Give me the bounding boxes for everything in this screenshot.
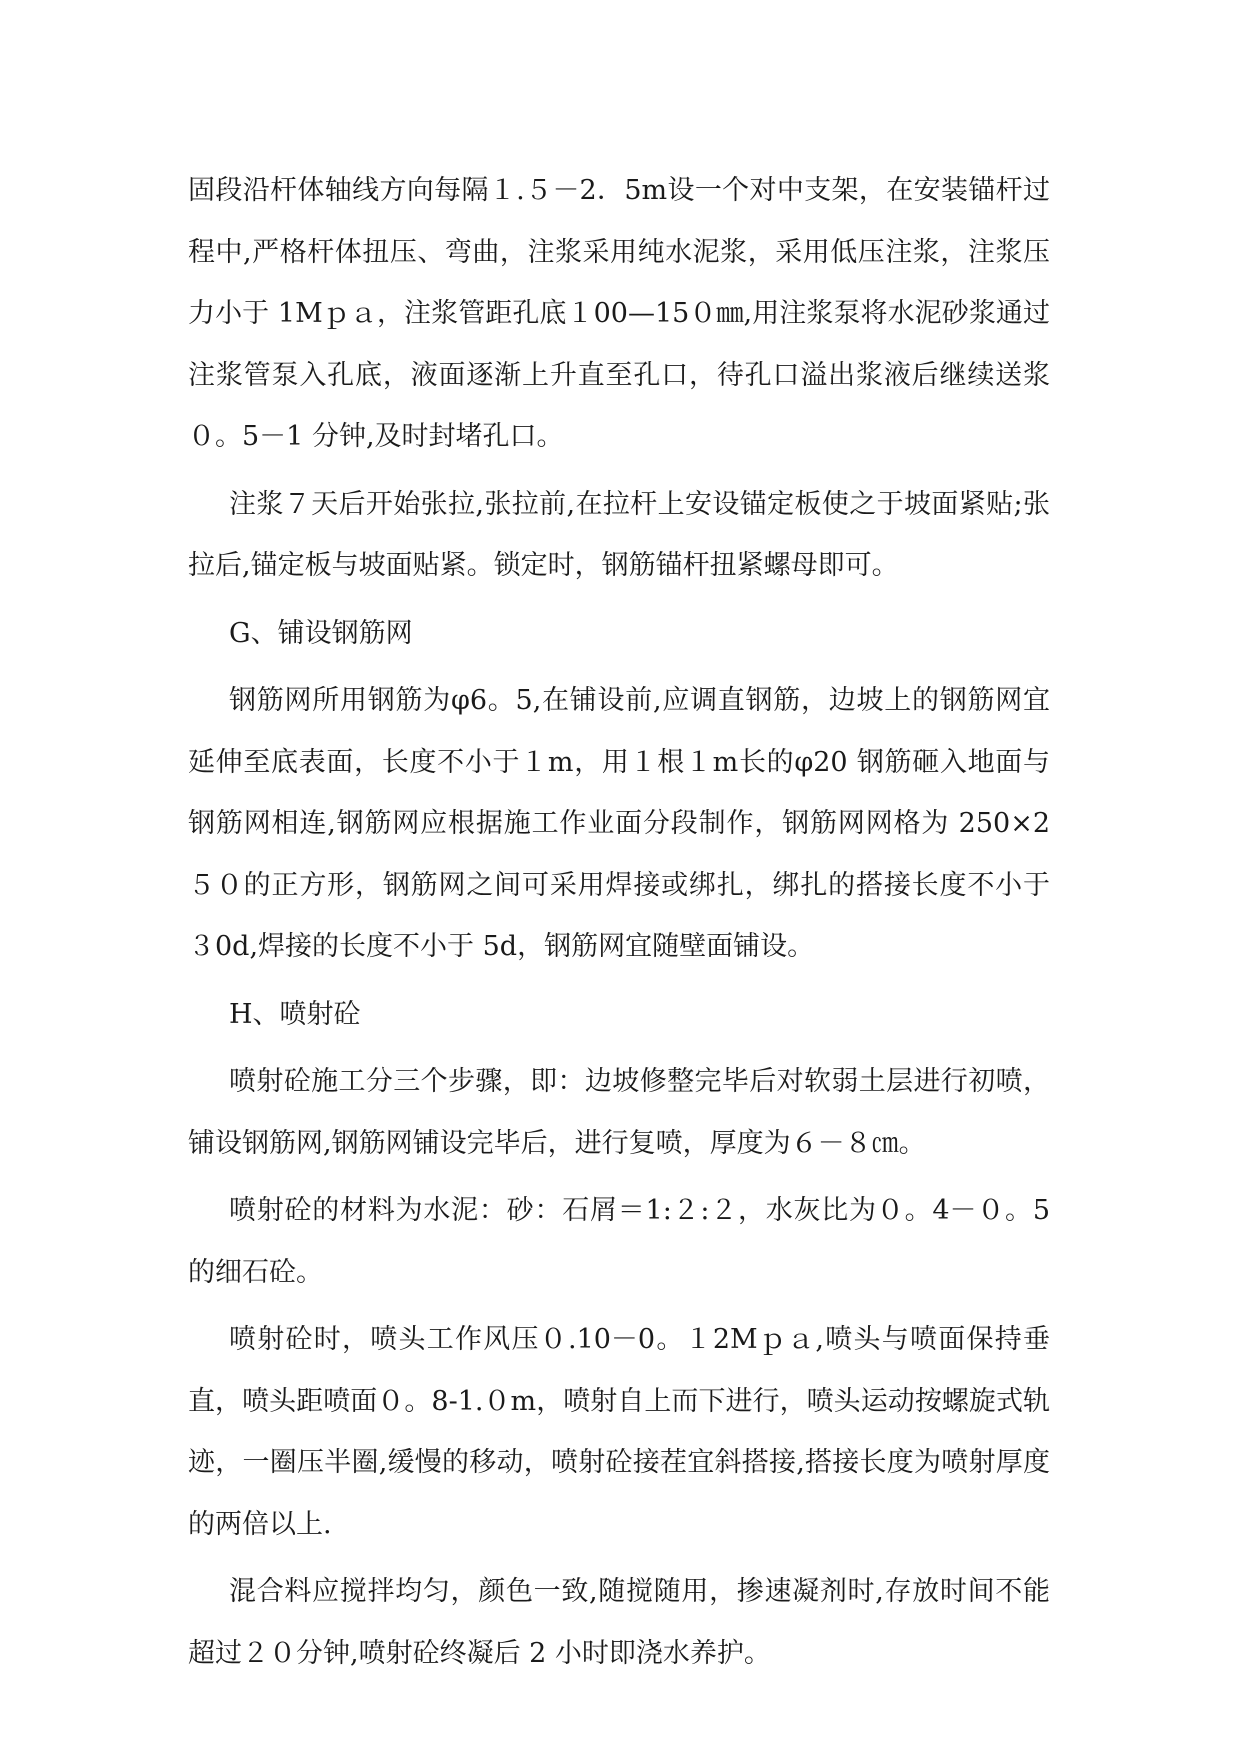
- document-body: [188, 160, 1050, 1690]
- section-heading-shotcrete: H、喷射砼: [229, 998, 361, 1030]
- paragraph-shotcrete-materials: 喷射砼的材料为水泥：砂：石屑＝1:２:２，水灰比为０。4－０。5 的细石砼。: [188, 1195, 1050, 1288]
- paragraph-tensioning: 注浆７天后开始张拉,张拉前,在拉杆上安设锚定板使之于坡面紧贴;张拉后,锚定板与坡面贴紧。锁定时，钢筋锚杆扭紧螺母即可。: [188, 488, 1050, 581]
- paragraph-shotcrete-steps: 喷射砼施工分三个步骤，即：边坡修整完毕后对软弱土层进行初喷，铺设钢筋网,钢筋网铺设完毕后，进行复喷，厚度为６－８㎝。: [188, 1066, 1050, 1159]
- paragraph-anchor-grouting: 固段沿杆体轴线方向每隔１.５－2．5m设一个对中支架，在安装锚杆过程中,严格杆体扭压、弯曲，注浆采用纯水泥浆，采用低压注浆，注浆压力小于 1Mｐａ，注浆管距孔底１00—15０㎜,用注浆泵将水泥砂浆通过注浆管泵入孔底，液面逐渐上升直至孔口，待孔口溢出浆液后继续送浆０。5－1 分钟,及时封堵孔口。: [188, 175, 1050, 452]
- paragraph-steel-mesh: 钢筋网所用钢筋为φ6。5,在铺设前,应调直钢筋，边坡上的钢筋网宜延伸至底表面，长度不小于１m，用１根１m长的φ20 钢筋砸入地面与钢筋网相连,钢筋网应根据施工作业面分段制作，钢筋网网格为 250×2５０的正方形，钢筋网之间可采用焊接或绑扎，绑扎的搭接长度不小于３0d,焊接的长度不小于 5d，钢筋网宜随壁面铺设。: [188, 685, 1050, 962]
- paragraph-mixing-curing: 混合料应搅拌均匀，颜色一致,随搅随用，掺速凝剂时,存放时间不能超过２０分钟,喷射砼终凝后 2 小时即浇水养护。: [188, 1576, 1050, 1669]
- section-heading-steel-mesh: G、铺设钢筋网: [229, 617, 413, 649]
- paragraph-shotcrete-spraying: 喷射砼时，喷头工作风压０.10－0。１2Mｐａ,喷头与喷面保持垂直，喷头距喷面０。8-1.０m，喷射自上而下进行，喷头运动按螺旋式轨迹，一圈压半圈,缓慢的移动，喷射砼接茬宜斜搭接,搭接长度为喷射厚度的两倍以上.: [188, 1324, 1050, 1540]
